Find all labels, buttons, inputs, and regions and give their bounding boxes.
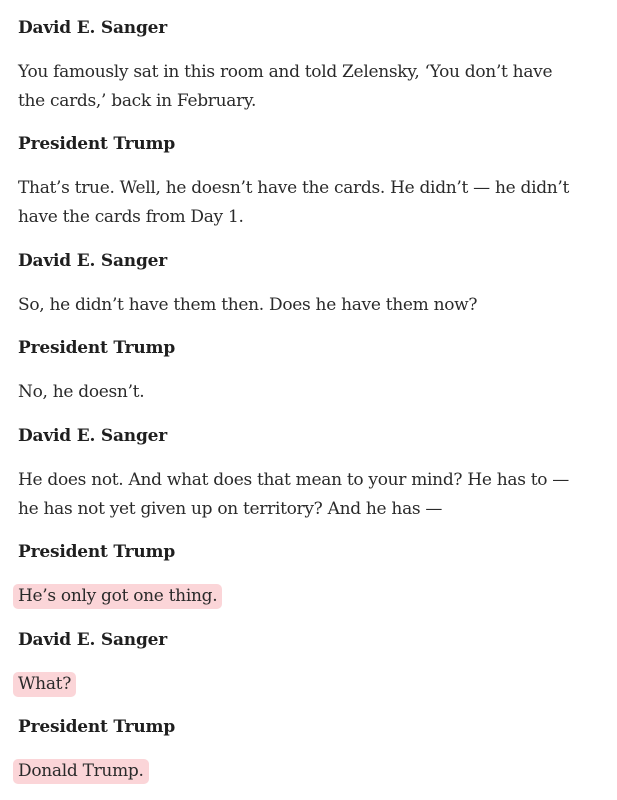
highlighted-quote: He’s only got one thing. (13, 584, 222, 609)
dialogue-line: So, he didn’t have them then. Does he have them now? (18, 295, 478, 315)
speaker-name: David E. Sanger (18, 630, 168, 650)
speaker-name: President Trump (18, 717, 176, 737)
speaker-name: David E. Sanger (18, 426, 168, 446)
speaker-name: David E. Sanger (18, 18, 168, 38)
speaker-name: President Trump (18, 134, 176, 154)
speaker-name: President Trump (18, 542, 176, 562)
dialogue-line: the cards,’ back in February. (18, 91, 257, 111)
dialogue-line (18, 673, 76, 695)
dialogue-line: have the cards from Day 1. (18, 207, 244, 227)
dialogue-line: he has not yet given up on territory? And he has — (18, 499, 443, 519)
dialogue-line (18, 585, 222, 607)
dialogue-line: He does not. And what does that mean to your mind? He has to — (18, 470, 569, 490)
speaker-name: President Trump (18, 338, 176, 358)
dialogue-line: You famously sat in this room and told Zelensky, ‘You don’t have (18, 62, 553, 82)
dialogue-line: That’s true. Well, he doesn’t have the cards. He didn’t — he didn’t (18, 178, 570, 198)
speaker-name: David E. Sanger (18, 251, 168, 271)
highlighted-quote: Donald Trump. (13, 759, 149, 784)
dialogue-line (18, 760, 149, 782)
dialogue-line: No, he doesn’t. (18, 382, 145, 402)
highlighted-quote: What? (13, 672, 76, 697)
